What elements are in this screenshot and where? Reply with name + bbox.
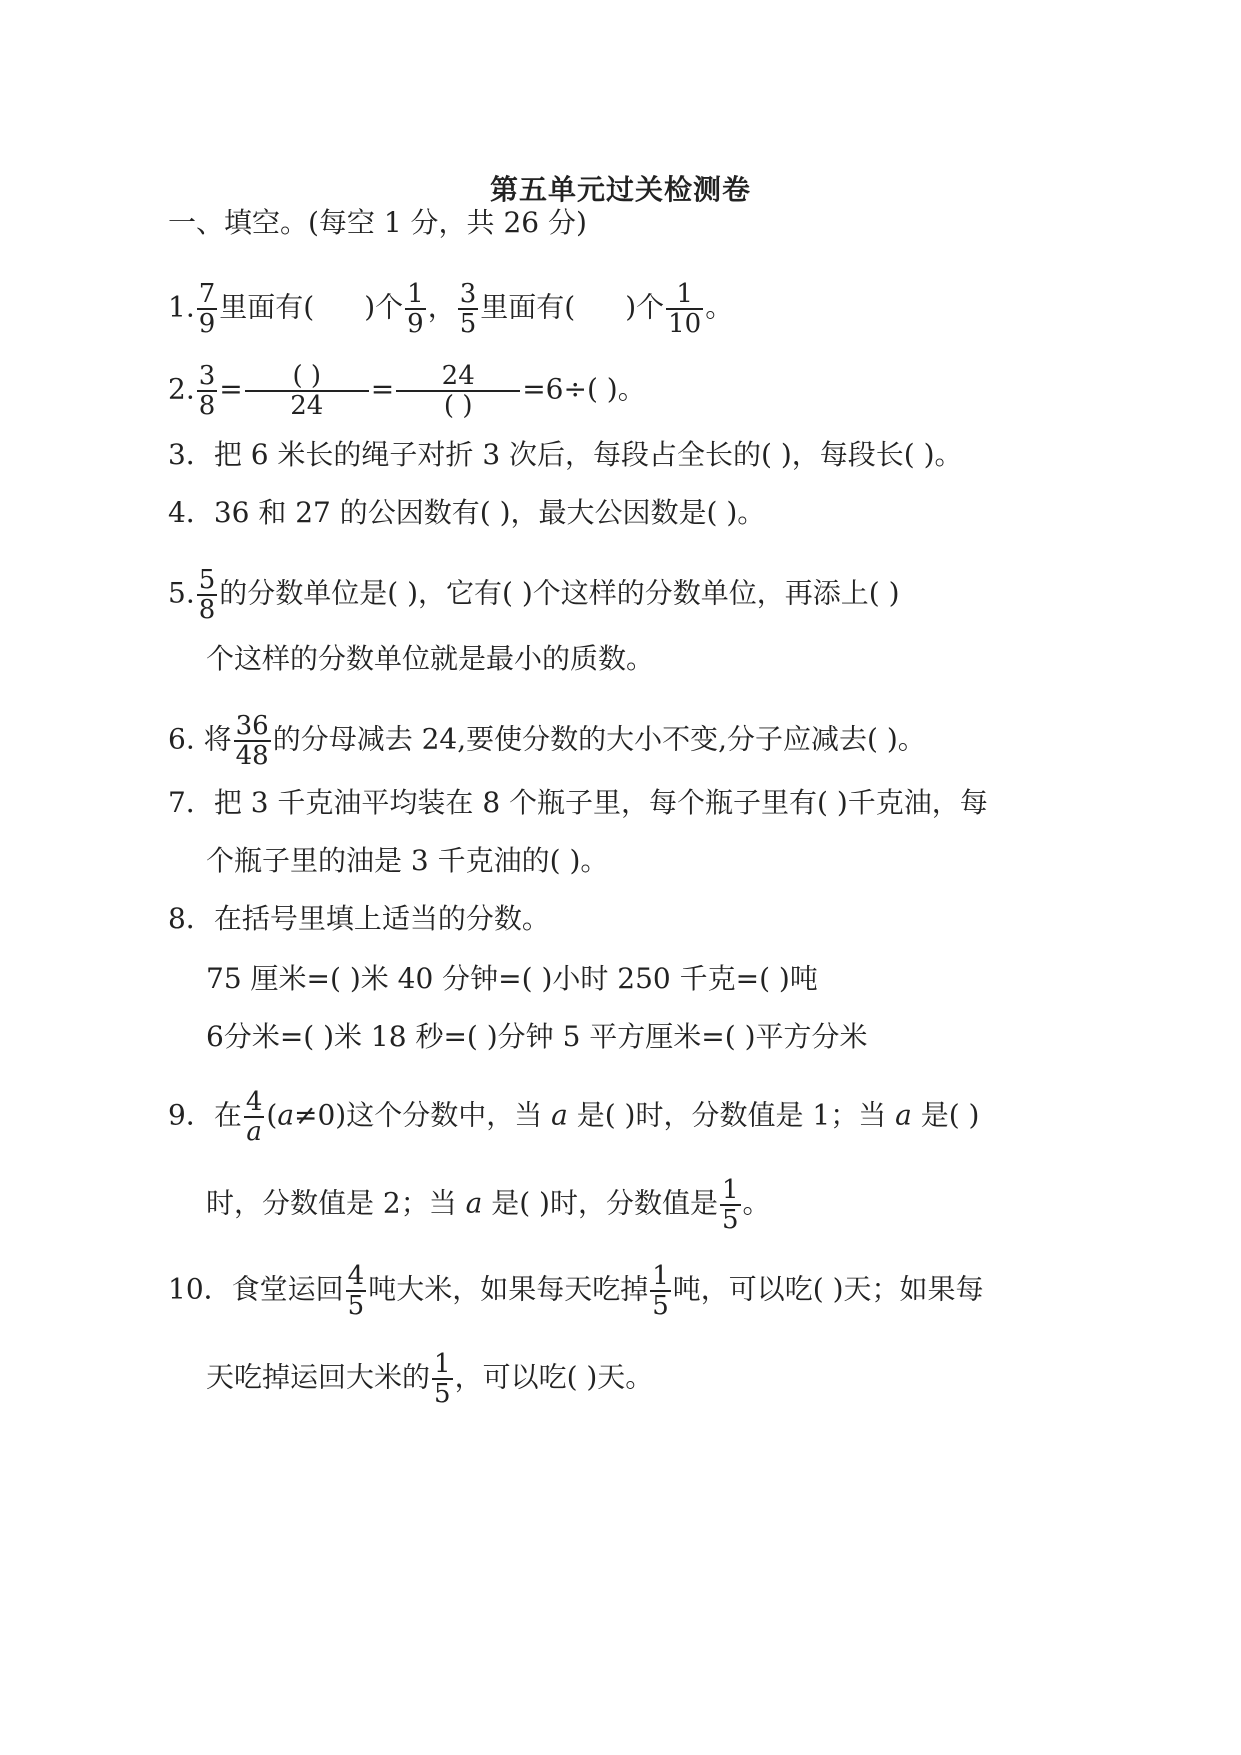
fraction: $\frac{36}{48}$ — [235, 711, 269, 771]
question-number: 5. — [168, 576, 195, 610]
question-5: 5. $\frac{5}{8}$ 的分数单位是( )，它有( )个这样的分数单位，再添上( ) — [168, 565, 900, 625]
question-3: 3．把 6 米长的绳子对折 3 次后，每段占全长的( )，每段长( )。 — [168, 438, 963, 471]
fraction: $\frac{1}{5}$ — [652, 1261, 669, 1321]
question-5-continued: 个这样的分数单位就是最小的质数。 — [206, 642, 655, 675]
fraction: $\frac{( )}{24}$ — [245, 362, 369, 420]
page-title: 第五单元过关检测卷 — [489, 173, 751, 206]
fraction: $\frac{1}{5}$ — [721, 1175, 739, 1235]
question-10: 10．食堂运回 $\frac{4}{5}$ 吨大米，如果每天吃掉 $\frac{1}{5}$ 吨，可以吃( )天；如果每 — [168, 1261, 984, 1321]
section-heading: 一、填空。(每空 1 分，共 26 分) — [168, 206, 587, 239]
question-number: 10．食堂运回 — [168, 1272, 344, 1306]
question-8: 8．在括号里填上适当的分数。 — [168, 902, 550, 935]
fraction: $\frac{7}{9}$ — [198, 279, 216, 339]
question-8-row-2: 6分米=( )米 18 秒=( )分钟 5 平方厘米=( )平方分米 — [206, 1020, 868, 1053]
fraction: $\frac{5}{8}$ — [198, 565, 216, 625]
fraction: $\frac{3}{8}$ — [198, 361, 216, 421]
fraction: $\frac{24}{( )}$ — [396, 362, 520, 420]
question-2: 2. $\frac{3}{8}$ = $\frac{( )}{24}$ = $\frac{24}{( )}$ =6÷( )。 — [168, 361, 646, 421]
question-6: 6. 将 $\frac{36}{48}$ 的分母减去 24,要使分数的大小不变,分子应减去( )。 — [168, 711, 926, 771]
question-4: 4．36 和 27 的公因数有( )，最大公因数是( )。 — [168, 496, 766, 529]
fraction: $\frac{3}{5}$ — [459, 279, 477, 339]
question-9: 9．在 $\frac{4}{a}$ (a≠0)这个分数中，当 a 是( )时，分数值是 1；当 a 是( ) — [168, 1087, 980, 1147]
question-1: 1. $\frac{7}{9}$ 里面有( )个 $\frac{1}{9}$ ， $\frac{3}{5}$ 里面有( )个 $\frac{1}{10}$ 。 — [168, 279, 734, 339]
question-8-row-1: 75 厘米=( )米 40 分钟=( )小时 250 千克=( )吨 — [206, 962, 818, 995]
question-7: 7．把 3 千克油平均装在 8 个瓶子里，每个瓶子里有( )千克油，每 — [168, 786, 988, 819]
question-7-continued: 个瓶子里的油是 3 千克油的( )。 — [206, 844, 609, 877]
fraction: $\frac{4}{5}$ — [347, 1261, 365, 1321]
fraction: $\frac{1}{9}$ — [407, 279, 424, 339]
fraction: $\frac{4}{a}$ — [245, 1087, 263, 1147]
fraction: $\frac{1}{10}$ — [668, 279, 702, 339]
question-9-continued: 时，分数值是 2；当 a 是( )时，分数值是 $\frac{1}{5}$ 。 — [206, 1175, 771, 1235]
question-number: 2. — [168, 372, 195, 406]
question-number: 9．在 — [168, 1098, 242, 1132]
fraction: $\frac{1}{5}$ — [434, 1349, 451, 1409]
question-number: 1. — [168, 290, 195, 324]
question-10-continued: 天吃掉运回大米的 $\frac{1}{5}$ ，可以吃( )天。 — [206, 1349, 654, 1409]
question-number: 6. 将 — [168, 722, 232, 756]
